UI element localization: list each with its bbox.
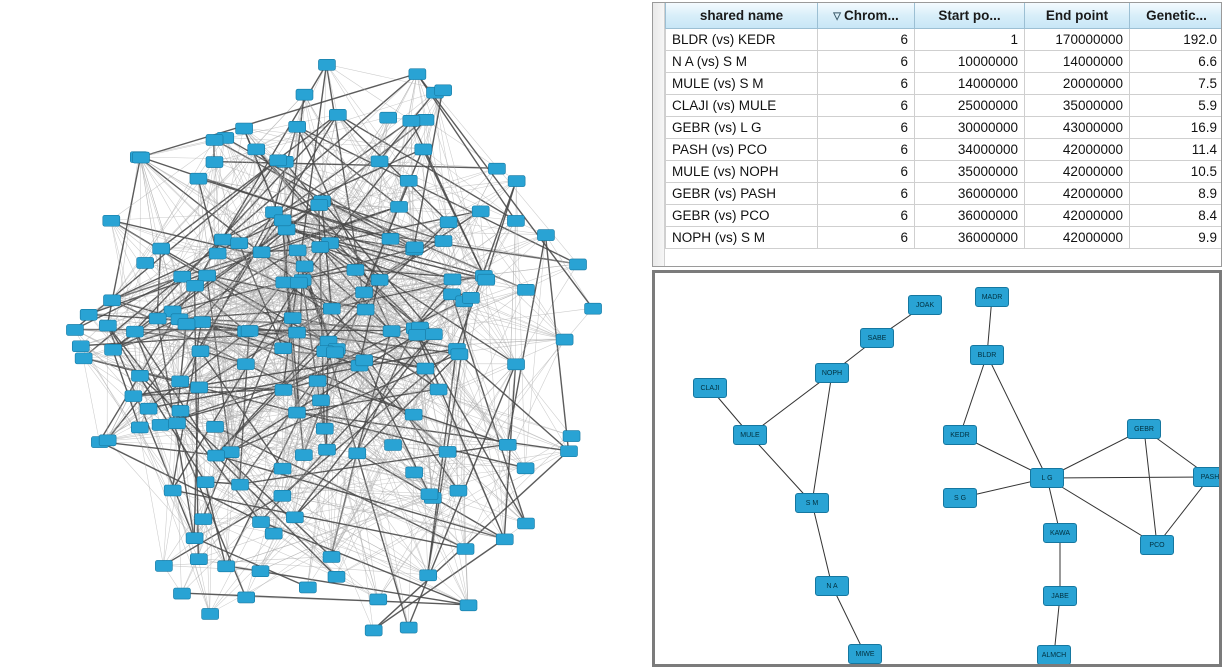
table-row[interactable]	[666, 183, 1222, 205]
cell-end-point: 35000000	[1025, 95, 1130, 117]
network-node[interactable]	[252, 566, 269, 577]
network-node[interactable]	[517, 518, 534, 529]
network-node[interactable]	[178, 319, 195, 330]
network-node[interactable]	[186, 533, 203, 544]
cell-genetic: 6.6	[1130, 51, 1222, 73]
network-node[interactable]	[478, 274, 495, 285]
cell-start-point: 14000000	[915, 73, 1025, 95]
network-node-s-m[interactable]	[795, 493, 829, 513]
network-node-label: KAWA	[1049, 529, 1071, 537]
network-node[interactable]	[164, 485, 181, 496]
network-node[interactable]	[312, 395, 329, 406]
network-node[interactable]	[284, 313, 301, 324]
network-node[interactable]	[435, 85, 452, 96]
network-node[interactable]	[537, 230, 554, 241]
network-node[interactable]	[214, 234, 231, 245]
network-node[interactable]	[444, 274, 461, 285]
cell-end-point: 42000000	[1025, 227, 1130, 249]
network-node[interactable]	[585, 303, 602, 314]
cell-start-point: 36000000	[915, 205, 1025, 227]
network-node[interactable]	[439, 446, 456, 457]
network-node[interactable]	[237, 359, 254, 370]
network-node[interactable]	[417, 363, 434, 374]
cell-start-point: 34000000	[915, 139, 1025, 161]
network-node[interactable]	[472, 206, 489, 217]
network-node[interactable]	[312, 242, 329, 253]
network-node[interactable]	[140, 403, 157, 414]
network-node[interactable]	[560, 446, 577, 457]
cell-shared-name: BLDR (vs) KEDR	[666, 29, 818, 51]
network-node[interactable]	[206, 134, 223, 145]
network-node[interactable]	[347, 264, 364, 275]
network-node[interactable]	[218, 561, 235, 572]
network-node-label: CLAJI	[700, 384, 720, 392]
network-node[interactable]	[488, 163, 505, 174]
network-node[interactable]	[191, 382, 208, 393]
network-node[interactable]	[430, 384, 447, 395]
network-node[interactable]	[209, 248, 226, 259]
network-node-noph[interactable]	[815, 363, 849, 383]
network-node[interactable]	[152, 419, 169, 430]
network-node[interactable]	[131, 422, 148, 433]
network-node[interactable]	[517, 463, 534, 474]
network-node[interactable]	[126, 326, 143, 337]
table-header-row	[666, 3, 1222, 29]
network-node[interactable]	[311, 200, 328, 211]
cell-shared-name: MULE (vs) NOPH	[666, 161, 818, 183]
network-node[interactable]	[329, 109, 346, 120]
cell-genetic: 10.5	[1130, 161, 1222, 183]
network-node[interactable]	[173, 588, 190, 599]
network-node-gebr[interactable]	[1127, 419, 1161, 439]
network-node[interactable]	[289, 121, 306, 132]
network-node-label: SABE	[867, 334, 887, 342]
cell-genetic: 8.9	[1130, 183, 1222, 205]
network-node-n-a[interactable]	[815, 576, 849, 596]
network-node-label: NOPH	[821, 369, 843, 377]
network-node[interactable]	[356, 287, 373, 298]
network-node-label: MIWE	[855, 650, 875, 658]
network-node[interactable]	[380, 112, 397, 123]
cell-shared-name: GEBR (vs) PASH	[666, 183, 818, 205]
network-node[interactable]	[274, 215, 291, 226]
network-node[interactable]	[103, 295, 120, 306]
network-node[interactable]	[400, 175, 417, 186]
network-node[interactable]	[391, 201, 408, 212]
network-node[interactable]	[206, 157, 223, 168]
table-body[interactable]	[666, 29, 1222, 249]
network-node[interactable]	[296, 89, 313, 100]
network-node[interactable]	[286, 512, 303, 523]
network-node-bldr[interactable]	[970, 345, 1004, 365]
network-node[interactable]	[405, 409, 422, 420]
cell-chromosome: 6	[818, 51, 915, 73]
column-header-shared-name[interactable]	[666, 3, 818, 29]
network-node[interactable]	[172, 405, 189, 416]
network-node[interactable]	[309, 375, 326, 386]
cell-chromosome: 6	[818, 29, 915, 51]
cell-start-point: 25000000	[915, 95, 1025, 117]
network-node-label: S G	[953, 494, 967, 502]
network-node[interactable]	[371, 274, 388, 285]
network-node[interactable]	[274, 490, 291, 501]
cell-start-point: 30000000	[915, 117, 1025, 139]
network-node[interactable]	[517, 284, 534, 295]
network-node-label: MADR	[981, 293, 1003, 301]
network-node-label: JABE	[1051, 592, 1069, 600]
table-row[interactable]	[666, 51, 1222, 73]
network-node[interactable]	[406, 467, 423, 478]
cell-genetic: 16.9	[1130, 117, 1222, 139]
cell-start-point: 35000000	[915, 161, 1025, 183]
network-node[interactable]	[75, 353, 92, 364]
network-node[interactable]	[406, 242, 423, 253]
network-node[interactable]	[328, 571, 345, 582]
network-node[interactable]	[290, 277, 307, 288]
network-node[interactable]	[409, 69, 426, 80]
cell-genetic: 192.0	[1130, 29, 1222, 51]
network-node[interactable]	[435, 236, 452, 247]
network-node[interactable]	[289, 245, 306, 256]
network-node-label: GEBR	[1134, 425, 1154, 433]
cell-chromosome: 6	[818, 161, 915, 183]
network-node[interactable]	[207, 421, 224, 432]
network-node[interactable]	[420, 570, 437, 581]
network-node[interactable]	[253, 247, 270, 258]
network-node[interactable]	[192, 346, 209, 357]
cell-end-point: 170000000	[1025, 29, 1130, 51]
network-node[interactable]	[99, 435, 116, 446]
cell-chromosome: 6	[818, 117, 915, 139]
cell-chromosome: 6	[818, 95, 915, 117]
network-node[interactable]	[275, 384, 292, 395]
network-node[interactable]	[365, 625, 382, 636]
network-node[interactable]	[131, 370, 148, 381]
network-node[interactable]	[382, 233, 399, 244]
small-network-view[interactable]	[652, 270, 1222, 667]
network-node[interactable]	[425, 329, 442, 340]
network-node[interactable]	[440, 217, 457, 228]
network-data-table[interactable]	[665, 3, 1221, 249]
network-node[interactable]	[80, 309, 97, 320]
network-node[interactable]	[357, 304, 374, 315]
network-node[interactable]	[236, 123, 253, 134]
cell-start-point: 36000000	[915, 183, 1025, 205]
network-node[interactable]	[299, 582, 316, 593]
network-node[interactable]	[349, 448, 366, 459]
small-network-canvas	[655, 273, 1219, 664]
network-node[interactable]	[105, 344, 122, 355]
cell-end-point: 14000000	[1025, 51, 1130, 73]
network-node-label: BLDR	[977, 351, 997, 359]
network-node[interactable]	[451, 349, 468, 360]
network-node[interactable]	[155, 560, 172, 571]
network-node-pco[interactable]	[1140, 535, 1174, 555]
column-header-start-point[interactable]	[915, 3, 1025, 29]
network-node[interactable]	[194, 317, 211, 328]
network-node-almch[interactable]	[1037, 645, 1071, 665]
network-node-pash[interactable]	[1193, 467, 1222, 487]
table-row[interactable]	[666, 227, 1222, 249]
network-node[interactable]	[187, 280, 204, 291]
network-node[interactable]	[274, 463, 291, 474]
cell-genetic: 5.9	[1130, 95, 1222, 117]
network-node[interactable]	[208, 450, 225, 461]
network-node-joak[interactable]	[908, 295, 942, 315]
cell-chromosome: 6	[818, 183, 915, 205]
cell-start-point: 10000000	[915, 51, 1025, 73]
network-node[interactable]	[248, 144, 265, 155]
network-node[interactable]	[370, 594, 387, 605]
cell-genetic: 8.4	[1130, 205, 1222, 227]
network-node-miwe[interactable]	[848, 644, 882, 664]
cell-shared-name: N A (vs) S M	[666, 51, 818, 73]
network-node[interactable]	[195, 514, 212, 525]
network-node[interactable]	[462, 292, 479, 303]
network-node[interactable]	[318, 59, 335, 70]
column-header-end-point-label: End point	[1045, 8, 1109, 23]
network-node[interactable]	[496, 534, 513, 545]
network-node[interactable]	[371, 156, 388, 167]
network-node[interactable]	[72, 341, 89, 352]
cell-end-point: 42000000	[1025, 205, 1130, 227]
column-header-genetic[interactable]	[1130, 3, 1222, 29]
column-header-chromosome-label: Chrom...	[843, 8, 899, 23]
network-node-label: MULE	[740, 431, 760, 439]
cell-genetic: 7.5	[1130, 73, 1222, 95]
table-row[interactable]	[666, 139, 1222, 161]
table-row[interactable]	[666, 95, 1222, 117]
network-node-jabe[interactable]	[1043, 586, 1077, 606]
network-node[interactable]	[125, 391, 142, 402]
table-row[interactable]	[666, 205, 1222, 227]
cell-shared-name: GEBR (vs) L G	[666, 117, 818, 139]
network-node[interactable]	[190, 173, 207, 184]
network-node[interactable]	[253, 517, 270, 528]
cell-shared-name: PASH (vs) PCO	[666, 139, 818, 161]
network-node[interactable]	[137, 257, 154, 268]
network-node[interactable]	[197, 477, 214, 488]
network-node-label: S M	[805, 499, 819, 507]
cell-shared-name: GEBR (vs) PCO	[666, 205, 818, 227]
table-row[interactable]	[666, 29, 1222, 51]
cell-start-point: 36000000	[915, 227, 1025, 249]
network-node[interactable]	[295, 450, 312, 461]
network-node[interactable]	[323, 303, 340, 314]
network-node-kawa[interactable]	[1043, 523, 1077, 543]
network-node[interactable]	[153, 243, 170, 254]
network-node[interactable]	[99, 320, 116, 331]
network-data-table-panel[interactable]	[652, 2, 1222, 267]
network-node-label: KEDR	[950, 431, 970, 439]
network-node-label: JOAK	[915, 301, 935, 309]
network-node[interactable]	[323, 551, 340, 562]
network-node-label: PCO	[1149, 541, 1165, 549]
network-node[interactable]	[66, 324, 83, 335]
network-node[interactable]	[168, 418, 185, 429]
network-node-label: L G	[1041, 474, 1053, 482]
filter-icon[interactable]: ▽	[833, 10, 841, 22]
cell-chromosome: 6	[818, 139, 915, 161]
cell-chromosome: 6	[818, 73, 915, 95]
network-node[interactable]	[241, 325, 258, 336]
network-node[interactable]	[356, 355, 373, 366]
network-node[interactable]	[563, 431, 580, 442]
network-node[interactable]	[190, 554, 207, 565]
network-node[interactable]	[415, 144, 432, 155]
network-node[interactable]	[450, 485, 467, 496]
network-node[interactable]	[231, 238, 248, 249]
network-node-mule[interactable]	[733, 425, 767, 445]
network-node[interactable]	[202, 608, 219, 619]
network-node[interactable]	[385, 440, 402, 451]
cell-shared-name: NOPH (vs) S M	[666, 227, 818, 249]
network-node[interactable]	[318, 444, 335, 455]
network-node[interactable]	[275, 343, 292, 354]
network-node[interactable]	[403, 115, 420, 126]
cell-genetic: 9.9	[1130, 227, 1222, 249]
network-node[interactable]	[296, 261, 313, 272]
network-node-label: PASH	[1200, 473, 1220, 481]
network-node[interactable]	[409, 329, 426, 340]
network-node[interactable]	[133, 152, 150, 163]
network-node[interactable]	[570, 259, 587, 270]
network-node[interactable]	[507, 215, 524, 226]
table-row[interactable]	[666, 73, 1222, 95]
network-node[interactable]	[103, 215, 120, 226]
network-node[interactable]	[383, 326, 400, 337]
table-row-gutter	[653, 3, 665, 266]
cell-end-point: 42000000	[1025, 183, 1130, 205]
cell-chromosome: 6	[818, 205, 915, 227]
network-node[interactable]	[508, 359, 525, 370]
cell-end-point: 43000000	[1025, 117, 1130, 139]
cell-shared-name: CLAJI (vs) MULE	[666, 95, 818, 117]
table-row[interactable]	[666, 161, 1222, 183]
network-node[interactable]	[499, 439, 516, 450]
cell-end-point: 20000000	[1025, 73, 1130, 95]
network-node[interactable]	[232, 479, 249, 490]
network-node[interactable]	[172, 376, 189, 387]
column-header-shared-name-label: shared name	[699, 8, 784, 23]
network-node-l-g[interactable]	[1030, 468, 1064, 488]
network-node[interactable]	[457, 544, 474, 555]
column-header-genetic-label: Genetic...	[1146, 8, 1207, 23]
table-row[interactable]	[666, 117, 1222, 139]
network-node[interactable]	[556, 334, 573, 345]
network-node[interactable]	[460, 600, 477, 611]
network-node[interactable]	[265, 528, 282, 539]
column-header-start-point-label: Start po...	[938, 8, 1001, 23]
network-node-s-g[interactable]	[943, 488, 977, 508]
network-node[interactable]	[149, 313, 166, 324]
network-node[interactable]	[270, 155, 287, 166]
network-node[interactable]	[289, 327, 306, 338]
network-node[interactable]	[288, 407, 305, 418]
network-node[interactable]	[238, 592, 255, 603]
column-header-end-point[interactable]	[1025, 3, 1130, 29]
network-node[interactable]	[421, 489, 438, 500]
network-node[interactable]	[326, 347, 343, 358]
cell-genetic: 11.4	[1130, 139, 1222, 161]
network-node[interactable]	[316, 423, 333, 434]
cell-shared-name: MULE (vs) S M	[666, 73, 818, 95]
cell-chromosome: 6	[818, 227, 915, 249]
network-node-kedr[interactable]	[943, 425, 977, 445]
column-header-chromosome[interactable]	[818, 3, 915, 29]
network-node[interactable]	[508, 176, 525, 187]
cell-start-point: 1	[915, 29, 1025, 51]
network-node[interactable]	[199, 270, 216, 281]
cell-end-point: 42000000	[1025, 161, 1130, 183]
network-node-sabe[interactable]	[860, 328, 894, 348]
network-node-madr[interactable]	[975, 287, 1009, 307]
network-node-label: N A	[826, 582, 838, 590]
network-node[interactable]	[400, 622, 417, 633]
cell-end-point: 42000000	[1025, 139, 1130, 161]
network-node-claji[interactable]	[693, 378, 727, 398]
network-node-label: ALMCH	[1041, 651, 1067, 659]
